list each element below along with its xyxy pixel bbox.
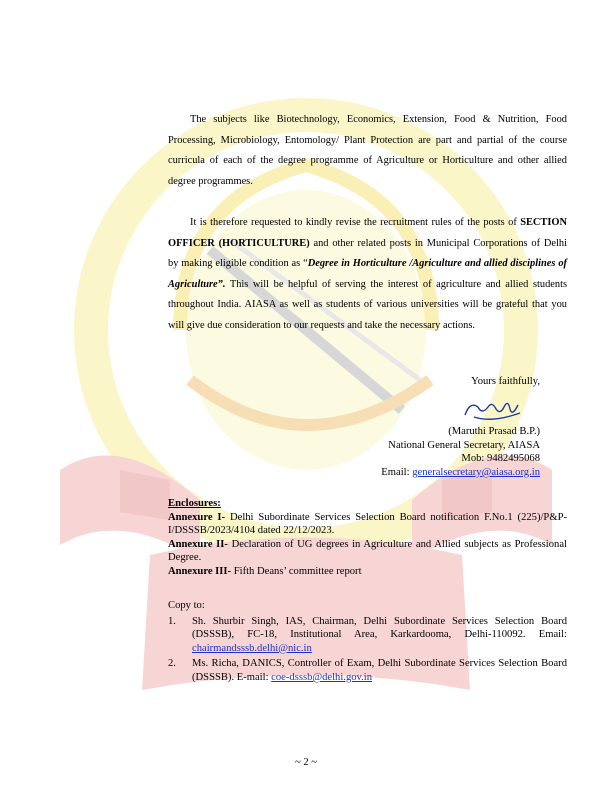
signatory-mobile: Mob: 9482495068 — [461, 453, 540, 465]
signatory-title: National General Secretary, AIASA — [388, 439, 540, 451]
annexure-2: Annexure II- Declaration of UG degrees in Agriculture and Allied subjects as Professional Degree. — [168, 538, 567, 564]
copy-to-heading: Copy to: — [168, 600, 205, 611]
chairman-email-link[interactable]: chairmandsssb.delhi@nic.in — [192, 642, 312, 654]
annexure-3: Annexure III- Fifth Deans’ committee report — [168, 565, 362, 577]
signatory-block — [381, 425, 540, 479]
enclosures — [168, 497, 567, 579]
signature — [462, 395, 524, 425]
closing-salutation: Yours faithfully, — [471, 376, 540, 387]
eligibility-condition: Degree in Horticulture /Agriculture and allied disciplines of Agriculture”. — [168, 258, 567, 290]
signatory-email-line: Email: generalsecretary@aiasa.org.in — [381, 466, 540, 478]
signatory-email-link[interactable]: generalsecretary@aiasa.org.in — [412, 466, 540, 478]
copy-to-item: 1. Sh. Shurbir Singh, IAS, Chairman, Delhi Subordinate Services Selection Board (DSSSB), FC-18, Institutional Area, Karkardooma, Delhi-110092. Email: chairmandsssb.delhi@nic.in — [168, 615, 567, 654]
annexure-1: Annexure I- Delhi Subordinate Services Selection Board notification F.No.1 (225)/P&P-I/DSSSB/2023/4104 dated 22/12/2023. — [168, 511, 567, 537]
post-name: SECTION OFFICER (HORTICULTURE) — [168, 217, 567, 249]
paragraph-subjects: The subjects like Biotechnology, Economics, Extension, Food & Nutrition, Food Processing, Microbiology, Entomology/ Plant Protection are part and partial of the course curricula of each of the degree programme of Agriculture or Horticulture and other allied degree programmes. — [168, 114, 567, 187]
copy-to-section — [168, 599, 567, 685]
page-number: ~ 2 ~ — [294, 757, 318, 768]
coe-email-link[interactable]: coe-dsssb@delhi.gov.in — [271, 671, 373, 683]
signatory-name: (Maruthi Prasad B.P.) — [448, 426, 540, 437]
paragraph-request: It is therefore requested to kindly revise the recruitment rules of the posts of SECTION OFFICER (HORTICULTURE) and other related posts in Municipal Corporations of Delhi by making eligible condition as “Degree in Horticulture /Agriculture and allied disciplines of Agriculture”. This will be helpful of serving the interest of agriculture and allied students throughout India. AIASA as well as students of various universities will be grateful that you will give due consideration to our requests and take the necessary actions. — [168, 217, 567, 331]
copy-to-item: 2. Ms. Richa, DANICS, Controller of Exam, Delhi Subordinate Services Selection Board (DSSSB). E-mail: coe-dsssb@delhi.gov.in — [168, 658, 567, 683]
enclosures-heading: Enclosures: — [168, 498, 221, 509]
